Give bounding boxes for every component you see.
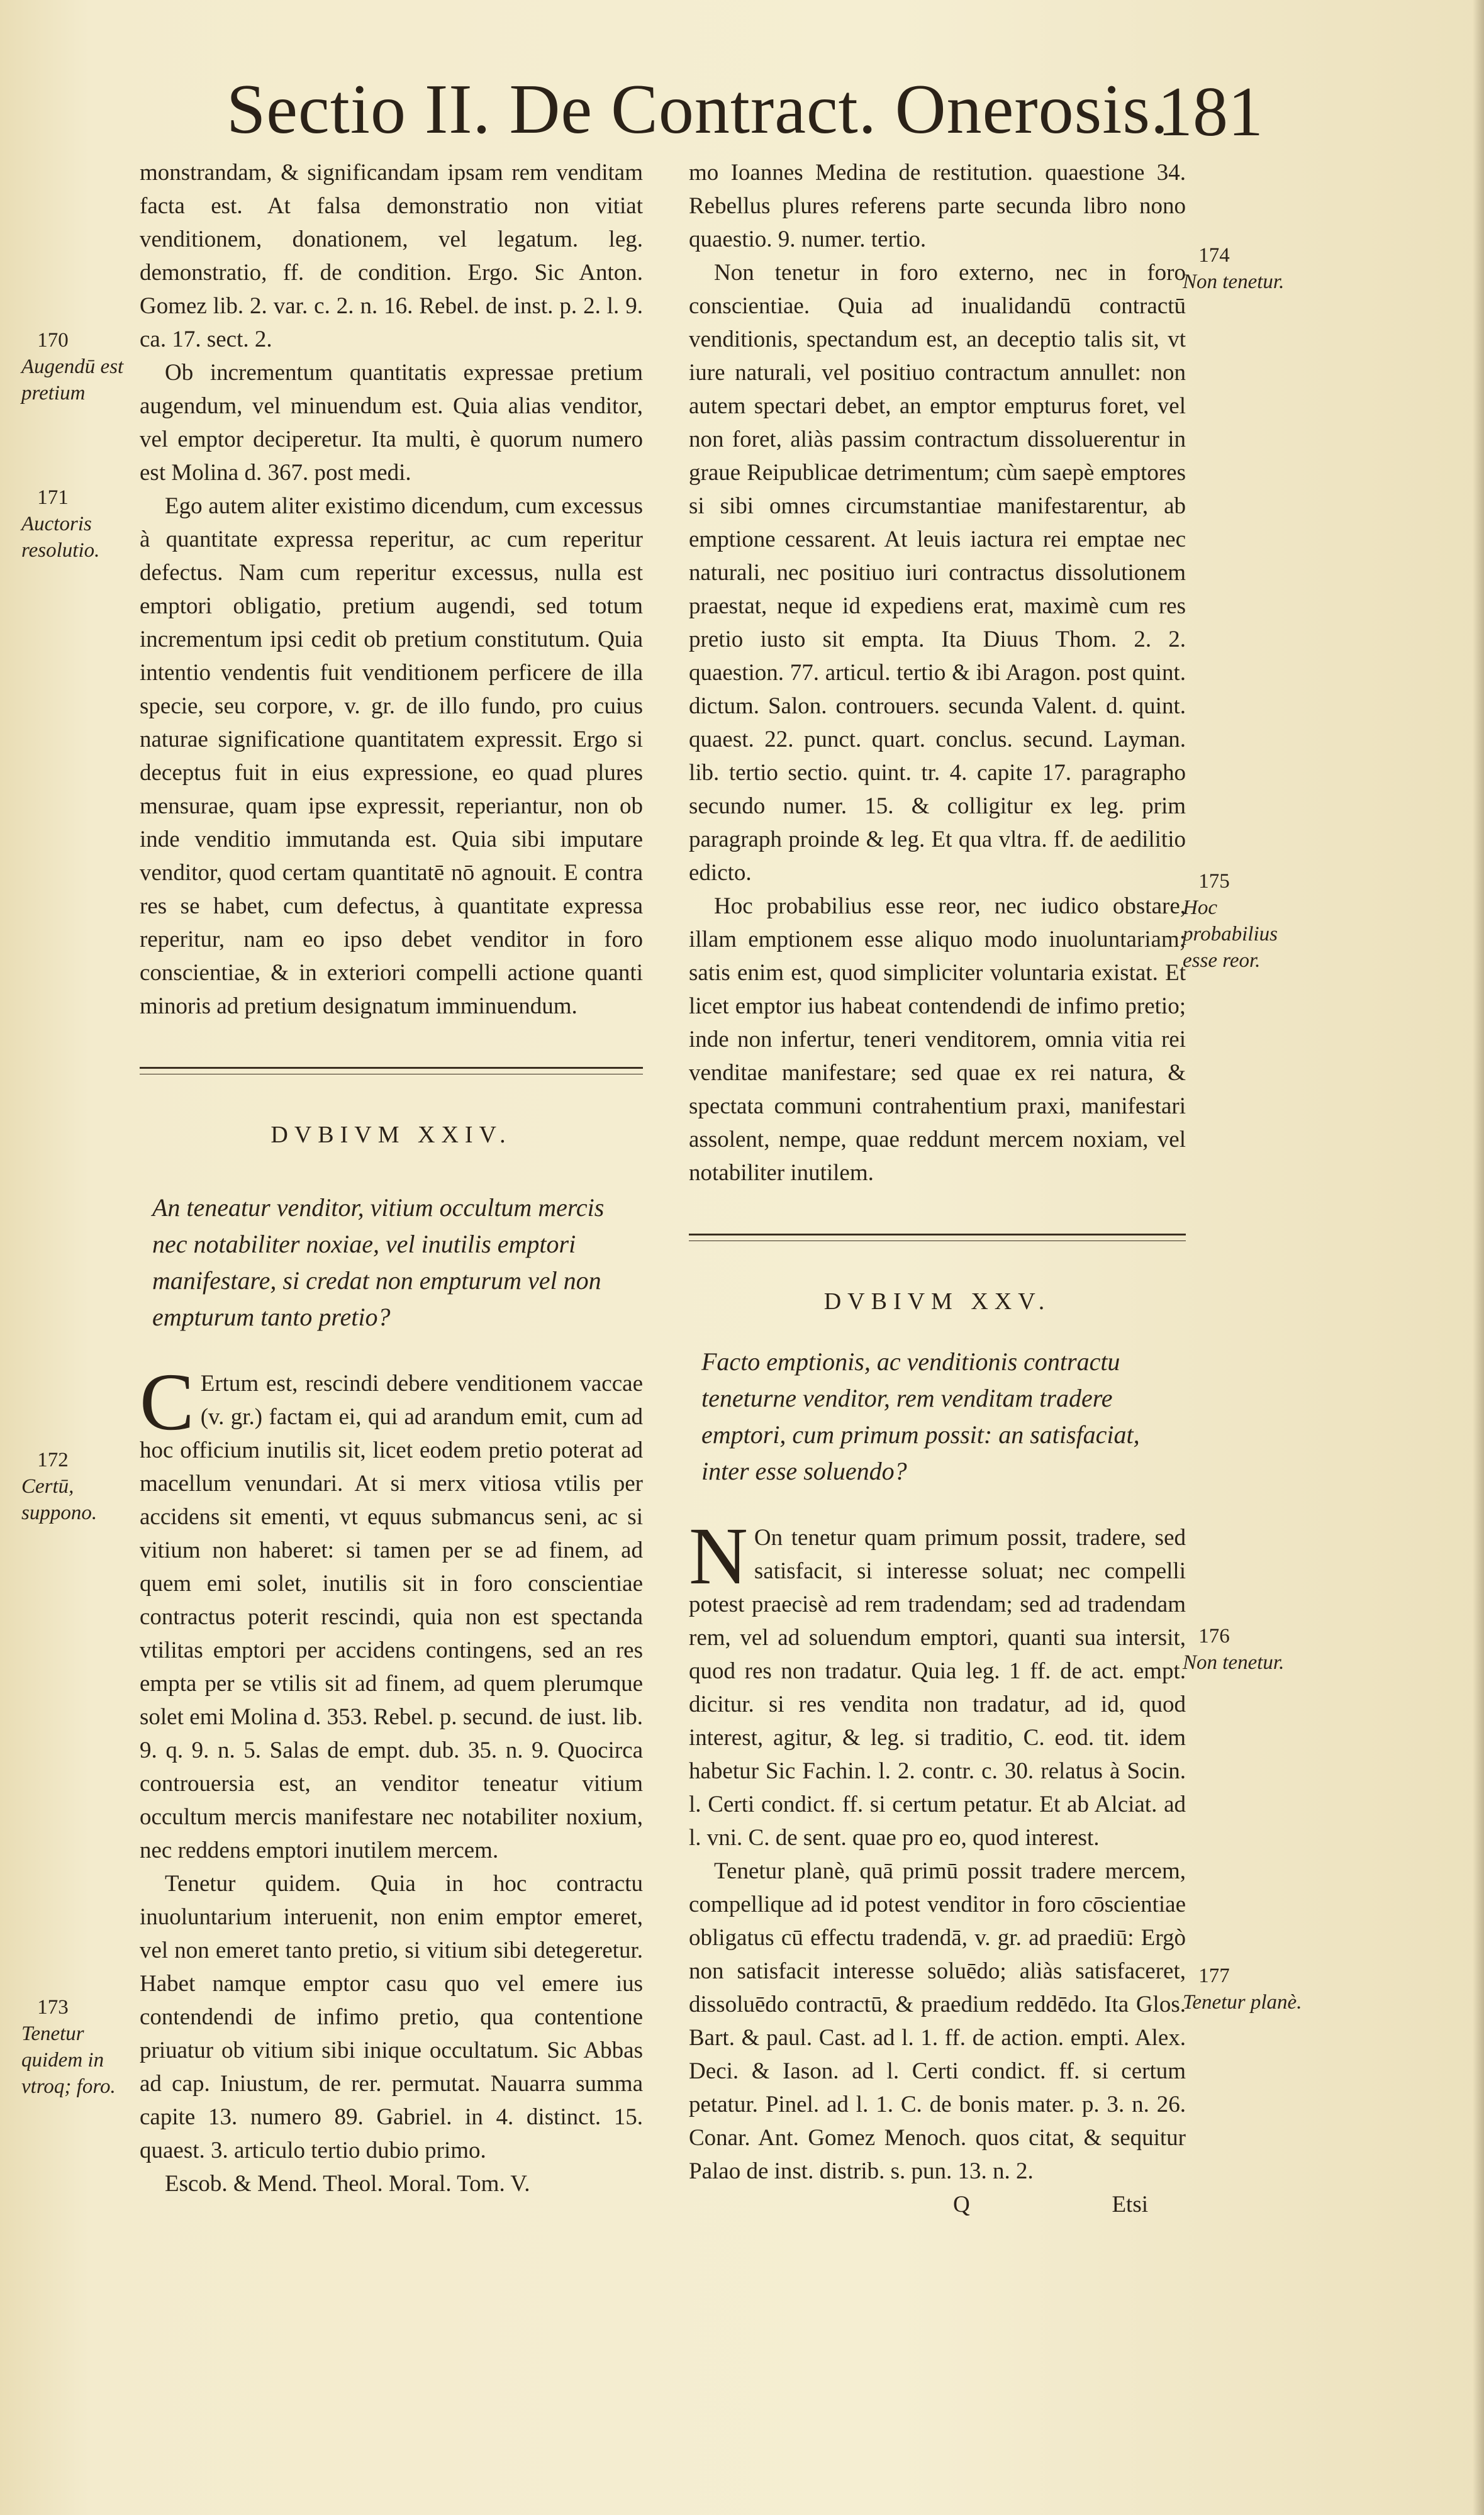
dubium-question: An teneatur venditor, vitium occultum mercis nec notabiliter noxiae, vel inutilis emptori manifestare, si credat non empturum vel non empturum tanto pretio? xyxy=(152,1193,605,1331)
left-paragraph-3: Ego autem aliter existimo dicendum, cum excessus à quantitate expressa reperitur, ac cum reperitur defectus. Nam cum reperitur excessus, nulla est emptori obligatio, pretium augendi, sed totum incrementum ipsi cedit ob pretium constitutum. Quia intentio vendentis fuit venditionem perficere de illa specie, seu corpore, v. gr. de illo fundo, pro cuius naturae significatione quantitatem expressit. Ergo si deceptus fuit in eius expressione, eo quad plures mensurae, quam ipse expressit, reperiantur, non ob inde venditio immutanda est. Quia sibi imputare venditor, quod certam quantitatē nō agnouit. E contra res se habet, cum defectus, à quantitate expressa reperitur, nam eo ipso debet venditor in foro conscientiae, & in exteriori compelli actione quanti minoris ad pretium designatum imminuendum. xyxy=(140,493,643,1019)
left-paragraph-2: Ob incrementum quantitatis expressae pretium augendum, vel minuendum est. Quia alias venditor, vel emptor deciperetur. Ita multi, è quorum numero est Molina d. 367. post medi. xyxy=(140,360,643,486)
left-paragraph-4 xyxy=(140,1357,643,1867)
left-paragraph-5: Tenetur quidem. Quia in hoc contractu inuoluntarium interuenit, non enim emptor emeret, vel non emeret tanto pretio, si vitium sibi detegeretur. Habet namque emptor casu quo vel emere ius contendendi de infimo pretio, qua contentione priuatur ob vitium sibi inique occultatum. Sic Abbas ad cap. Iniustum, de rer. permutat. Nauarra summa capite 13. numero 89. Gabriel. in 4. distinct. 15. quaest. 3. articulo tertio dubio primo. xyxy=(140,1871,643,2163)
dubium-heading: DVBIVM XXV. xyxy=(823,1288,1051,1315)
right-paragraph-5: Tenetur planè, quā primū possit tradere mercem, compellique ad id potest venditor in foro cōscientiae obligatus cū effectu tradendā, v. gr. ad praediū: Ergò non satisfacit interesse soluēdo; aliàs satisfaceret, dissoluēdo contractū, & praedium reddēdo. Ita Glos. Bart. & paul. Cast. ad l. 1. ff. de action. empti. Alex. Deci. & Iason. ad l. Certi condict. ff. si certum petatur. Pinel. ad l. 1. C. de bonis mater. p. 3. n. 26. Conar. Ant. Gomez Menoch. quos citat, & sequitur Palao de inst. distrib. s. pun. 13. n. 2. xyxy=(689,1858,1186,2184)
right-paragraph-3: Hoc probabilius esse reor, nec iudico obstare, illam emptionem esse aliquo modo inuoluntariam; satis enim est, quod simpliciter voluntaria existat. Et licet emptor ius habeat contendendi de infimo pretio; inde non infertur, teneri venditorem, omnia vitia rei venditae manifestare; sed quae ex rei natura, & spectata communi contrahentium praxi, manifestari assolent, nempe, quae reddunt mercem noxiam, vel notabiliter inutilem. xyxy=(689,893,1186,1186)
left-column xyxy=(140,156,643,2200)
signature-mark: Q xyxy=(953,2192,970,2217)
right-column xyxy=(689,156,1186,2226)
right-paragraph-4-text: On tenetur quam primum possit, tradere, sed satisfacit, si interesse soluat; nec compelli potest praecisè ad rem tradendam; sed ad tradendam rem, vel ad soluendum emptori, quanti sua intersit, quod res non tradatur. Quia leg. 1 ff. de act. empt. dicitur. si res vendita non tradatur, ad id, quod interest, agitur, & leg. si traditio, C. eod. tit. idem habetur Sic Fachin. l. 2. contr. c. 30. relatus à Socin. l. Certi condict. ff. si certum petatur. Et ab Alciat. ad l. vni. C. de sent. quae pro eo, quod interest. xyxy=(689,1525,1186,1851)
margin-note-170: 170 Augendū est pretium xyxy=(21,329,124,404)
section-divider xyxy=(689,1234,1186,1241)
drop-cap: C xyxy=(140,1357,194,1447)
dubium-heading: DVBIVM XXIV. xyxy=(271,1122,512,1148)
left-paragraph-1: monstrandam, & significandam ipsam rem venditam facta est. At falsa demonstratio non vitiat venditionem, donationem, vel legatum. leg. demonstratio, ff. de condition. Ergo. Sic Anton. Gomez lib. 2. var. c. 2. n. 16. Rebel. de inst. p. 2. l. 9. ca. 17. sect. 2. xyxy=(140,160,643,352)
right-paragraph-1: mo Ioannes Medina de restitution. quaestione 34. Rebellus plures referens parte secunda libro nono quaestio. 9. numer. tertio. xyxy=(689,160,1186,252)
margin-note-173: 173 Tenetur quidem in vtroq; foro. xyxy=(21,1996,116,2098)
margin-note-174: 174 Non tenetur. xyxy=(1183,244,1285,293)
margin-note-175: 175 Hoc probabilius esse reor. xyxy=(1183,870,1278,972)
page-edge-shadow xyxy=(1473,0,1484,2515)
dubium-question: Facto emptionis, ac venditionis contractu teneturne venditor, rem venditam tradere emptori, cum primum possit: an satisfaciat, inter esse soluendo? xyxy=(701,1347,1140,1485)
margin-note-177: 177 Tenetur planè. xyxy=(1183,1965,1302,2014)
margin-note-171: 171 Auctoris resolutio. xyxy=(21,486,100,562)
right-paragraph-4 xyxy=(689,1511,1186,1854)
running-title: Sectio II. De Contract. Onerosis. xyxy=(226,70,1169,148)
printer-signature: Escob. & Mend. Theol. Moral. Tom. V. xyxy=(165,2171,530,2197)
right-paragraph-2: Non tenetur in foro externo, nec in foro conscientiae. Quia ad inualidandū contractū venditionis, spectandum est, an deceptio talis sit, vt iure naturali, vel positiuo contractum annullet: non autem spectari debet, an emptor empturus foret, vel non foret, aliàs passim contractum dissoluerentur in graue Reipublicae detrimentum; cùm saepè emptores si sibi omnes circumstantiae manifestarentur, ab emptione cessarent. At leuis iactura rei emptae nec naturali, nec positiuo iuri contractus dissolutionem praestat, neque id expediens erat, maximè cum res pretio iusto sit empta. Ita Diuus Thom. 2. 2. quaestion. 77. articul. tertio & ibi Aragon. post quint. dictum. Salon. controuers. secunda Valent. d. quint. quaest. 22. punct. quart. conclus. secund. Layman. lib. tertio sectio. quint. tr. 4. capite 17. paragrapho secundo numer. 15. & colligitur ex leg. prim paragraph proinde & leg. Et qua vltra. ff. de aedilitio edicto. xyxy=(689,260,1186,886)
left-paragraph-4-text: Ertum est, rescindi debere venditionem vaccae (v. gr.) factam ei, qui ad arandum emit, cum ad hoc officium inutilis sit, licet eodem pretio poterat ad macellum venundari. At si merx vitiosa vtilis per accidens sit ementi, vt equus submancus seni, ac si vitium non haberet: si tamen per se ad finem, ad quem emi solet, inutilis sit in foro conscientiae contractus poterit rescindi, quia non est spectanda vtilitas emptori per accidens contingens, sed an res empta per se vtilis sit ad finem, ad quem plerumque solet emi Molina d. 353. Rebel. p. secund. de iust. lib. 9. q. 9. n. 5. Salas de empt. dub. 35. n. 9. Quocirca controuersia est, an venditor teneatur vitium occultum mercis manifestare nec notabiliter noxium, nec reddens emptori inutilem mercem. xyxy=(140,1371,643,1863)
margin-note-176: 176 Non tenetur. xyxy=(1183,1625,1285,1674)
page-number: 181 xyxy=(1158,73,1263,151)
margin-note-172: 172 Certū, suppono. xyxy=(21,1449,98,1524)
page-foot xyxy=(689,2188,1186,2226)
section-divider xyxy=(140,1067,643,1074)
drop-cap: N xyxy=(689,1511,748,1602)
catchword: Etsi xyxy=(1112,2192,1148,2217)
